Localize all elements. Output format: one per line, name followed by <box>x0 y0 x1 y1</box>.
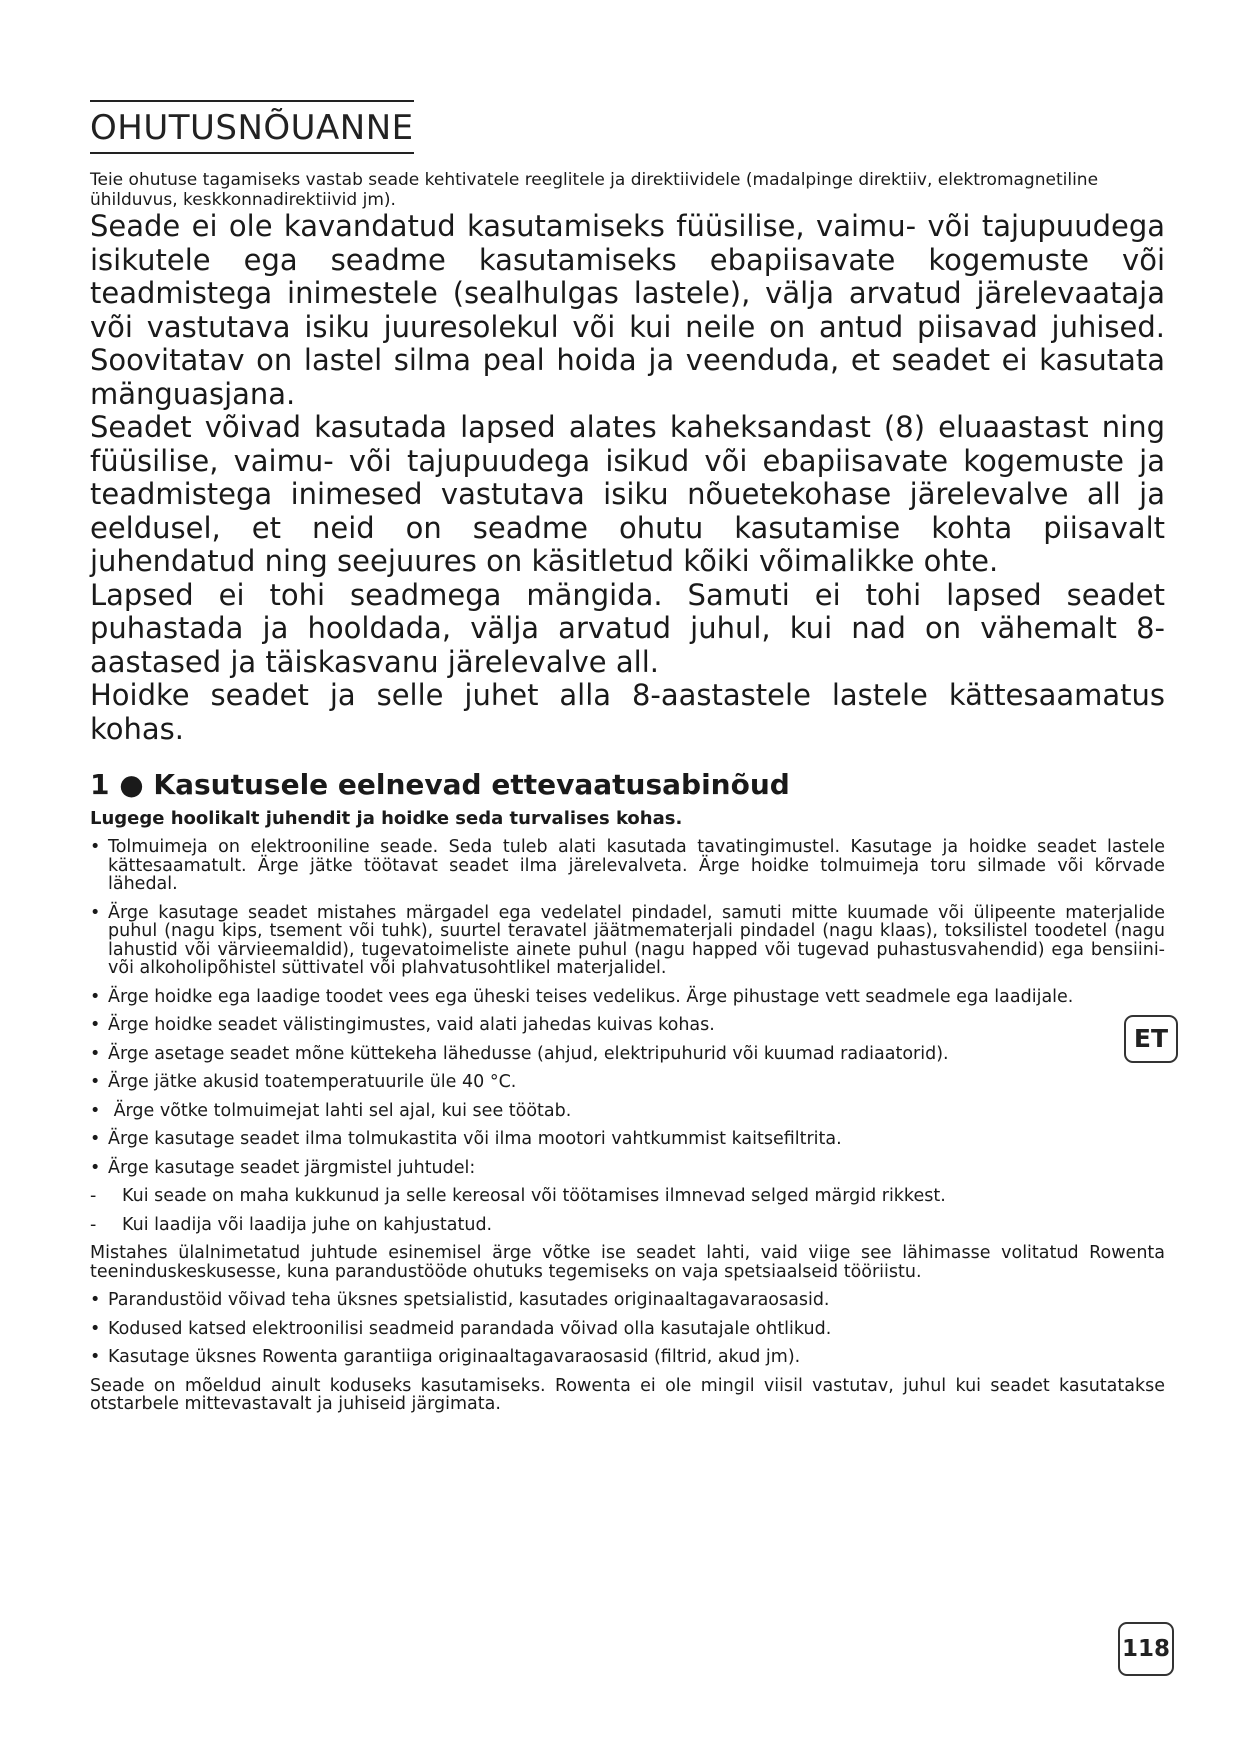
section-subtitle: Lugege hoolikalt juhendit ja hoidke seda turvalises kohas. <box>90 808 683 829</box>
bullet-icon: • <box>90 986 101 1007</box>
dash-icon: - <box>90 1214 97 1235</box>
bullet-icon: • <box>90 902 101 923</box>
title-block <box>90 100 414 154</box>
warning-paragraph: Hoidke seadet ja selle juhet alla 8-aastastele lastele kättesaamatus kohas. <box>90 678 1165 746</box>
dash-icon: - <box>90 1186 97 1206</box>
page-content <box>90 100 1165 1424</box>
repair-list <box>90 1291 1165 1367</box>
list-item: • Ärge kasutage seadet ilma tolmukastita või ilma mootori vahtkummist kaitsefiltrita. <box>90 1129 842 1149</box>
bullet-icon: • <box>90 1347 101 1367</box>
repair-note: Mistahes ülalnimetatud juhtude esinemisel ärge võtke ise seadet lahti, vaid viige see lähimasse volitatud Rowenta teeninduskeskusesse, kuna parandustööde ohutuks tegemiseks on vaja spetsiaalseid tööriistu. <box>90 1243 1165 1282</box>
list-item: • Ärge hoidke seadet välistingimustes, vaid alati jahedas kuivas kohas. <box>90 1015 715 1035</box>
warning-paragraph: Lapsed ei tohi seadmega mängida. Samuti ei tohi lapsed seadet puhastada ja hooldada, välja arvatud juhul, kui nad on vähemalt 8-aastased ja täiskasvanu järelevalve all. <box>90 577 1165 679</box>
list-item: • Tolmuimeja on elektrooniline seade. Seda tuleb alati kasutada tavatingimustel. Kasutage ja hoidke seadet lastele kättesaamatult. Ärge jätke töötavat seadet ilma järelevalveta. Ärge hoidke tolmuimeja toru silmade või kõrvade lähedal. <box>90 837 1165 894</box>
list-item: • Ärge kasutage seadet mistahes märgadel ega vedelatel pindadel, samuti mitte kuumade või ülipeente materjalide puhul (nagu kips, tsement või tuhk), suurtel teravatel jäätmematerjali pindadel (nagu klaas), toksilistel toodetel (nagu lahustid või värvieemaldid), tugevatoimeliste ainete puhul (nagu happed või tugevad puhastusvahendid) ega bensiini- või alkoholipõhistel süttivatel või plahvatusohtlikel materjalidel. <box>90 902 1165 978</box>
section-title: 1 ● Kasutusele eelnevad ettevaatusabinõud <box>90 768 790 801</box>
list-item: • Ärge kasutage seadet järgmistel juhtudel: <box>90 1157 476 1178</box>
bullet-icon: • <box>90 1157 101 1178</box>
list-item: • Ärge hoidke ega laadige toodet vees ega üheski teises vedelikus. Ärge pihustage vett seadmele ega laadijale. <box>90 986 1074 1007</box>
list-item: • Ärge võtke tolmuimejat lahti sel ajal, kui see töötab. <box>90 1100 572 1121</box>
warning-paragraph: Seade ei ole kavandatud kasutamiseks füüsilise, vaimu- või tajupuudega isikutele ega seadme kasutamiseks ebapiisavate kogemuste või teadmistega inimestele (sealhulgas lastele), välja arvatud järelevaataja või vastutava isiku juuresolekul või kui neile on antud piisavad juhised. Soovitatav on lastel silma peal hoida ja veenduda, et seadet ei kasutata mänguasjana. <box>90 209 1165 411</box>
list-item: - Kui seade on maha kukkunud ja selle kereosal või töötamises ilmnevad selged märgid rikkest. <box>90 1186 946 1206</box>
bullet-icon: • <box>90 1318 101 1339</box>
list-item: • Kasutage üksnes Rowenta garantiiga originaaltagavaraosasid (filtrid, akud jm). <box>90 1347 801 1367</box>
list-item: - Kui laadija või laadija juhe on kahjustatud. <box>90 1214 493 1235</box>
list-item: • Parandustöid võivad teha üksnes spetsialistid, kasutades originaaltagavaraosasid. <box>90 1290 830 1310</box>
list-item: • Kodused katsed elektroonilisi seadmeid parandada võivad olla kasutajale ohtlikud. <box>90 1318 832 1339</box>
closing-note: Seade on mõeldud ainult koduseks kasutamiseks. Rowenta ei ole mingil viisil vastutav, juhul kui seadet kasutatakse otstarbele mittevastavalt ja juhiseid järgimata. <box>90 1375 1165 1414</box>
bullet-icon: • <box>90 1290 101 1310</box>
page-title: OHUTUSNÕUANNE <box>90 108 414 148</box>
intro-text: Teie ohutuse tagamiseks vastab seade kehtivatele reeglitele ja direktiividele (madalpinge direktiiv, elektromagnetiline ühilduvus, keskkonnadirektiivid jm). <box>90 170 1099 210</box>
precaution-list <box>90 838 1165 1177</box>
bullet-icon: • <box>90 1043 101 1064</box>
bullet-icon: • <box>90 1072 101 1092</box>
bullet-icon: • <box>90 1100 101 1121</box>
bullet-icon: • <box>90 837 101 857</box>
list-item: • Ärge jätke akusid toatemperatuurile üle 40 °C. <box>90 1072 517 1092</box>
language-badge: ET <box>1124 1015 1178 1063</box>
page-number: 118 <box>1118 1622 1174 1676</box>
bullet-icon: • <box>90 1015 101 1035</box>
warning-paragraph: Seadet võivad kasutada lapsed alates kaheksandast (8) eluaastast ning füüsilise, vaimu- või tajupuudega isikud või ebapiisavate kogemuste ja teadmistega inimesed vastutava isiku nõuetekohase järelevalve all ja eeldusel, et neid on seadme ohutu kasutamise kohta piisavalt juhendatud ning seejuures on käsitletud kõiki võimalikke ohte. <box>90 410 1165 578</box>
bullet-icon: • <box>90 1129 101 1149</box>
condition-list <box>90 1187 1165 1234</box>
list-item: • Ärge asetage seadet mõne küttekeha lähedusse (ahjud, elektripuhurid või kuumad radiaatorid). <box>90 1043 949 1064</box>
